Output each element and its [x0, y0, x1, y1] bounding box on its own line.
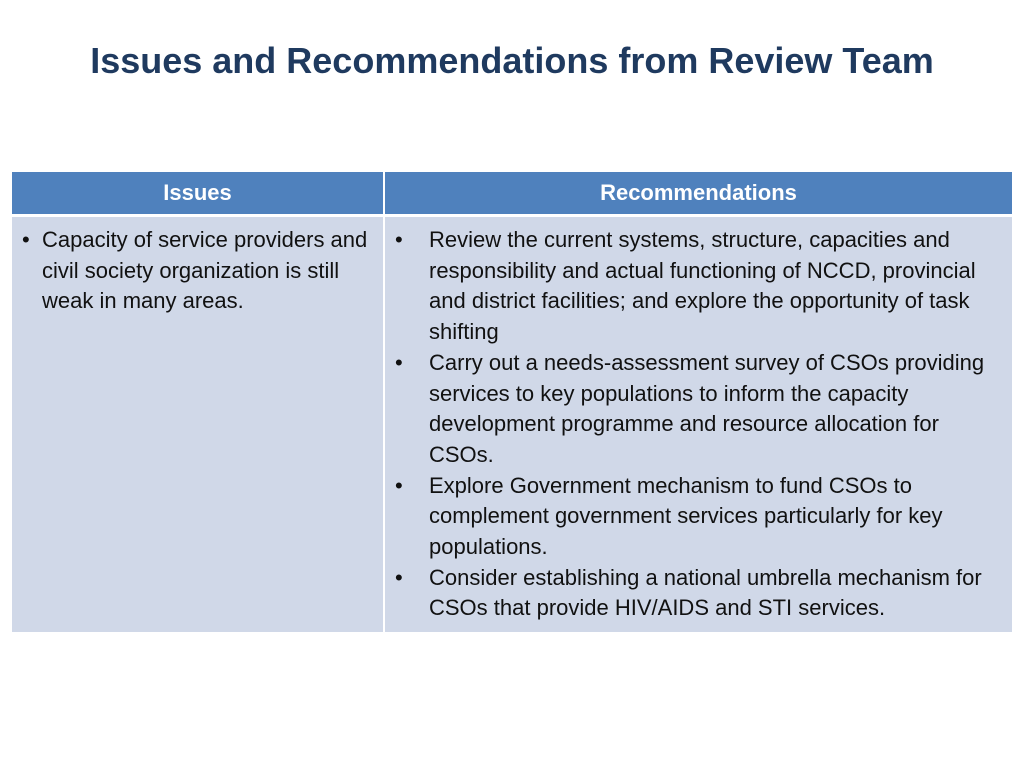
bullet-marker: •: [395, 349, 403, 375]
bullet-marker: •: [395, 472, 403, 498]
bullet-marker: •: [395, 564, 403, 590]
recommendation-item: [395, 348, 1006, 471]
recommendation-text: Review the current systems, structure, capacities and responsibility and actual functioning of NCCD, provincial and district facilities; and explore the opportunity of task shifting: [429, 227, 976, 345]
recommendation-item: [395, 471, 1006, 563]
issues-recommendations-table: [12, 172, 1012, 632]
issue-text: Capacity of service providers and civil society organization is still weak in many areas.: [42, 227, 368, 314]
table-row: [12, 216, 1012, 633]
issues-cell: [12, 216, 384, 633]
bullet-marker: •: [22, 227, 30, 252]
recommendations-cell: [384, 216, 1012, 633]
recommendation-text: Consider establishing a national umbrella mechanism for CSOs that provide HIV/AIDS and STI services.: [429, 564, 982, 621]
recommendation-item: [395, 225, 1006, 348]
table-header-row: [12, 172, 1012, 216]
issues-list: [22, 225, 377, 317]
recommendations-column-header: Recommendations: [384, 172, 1012, 216]
issue-item: [22, 225, 377, 317]
issues-column-header: Issues: [12, 172, 384, 216]
recommendations-list: [395, 225, 1006, 624]
recommendation-text: Carry out a needs-assessment survey of CSOs providing services to key populations to inform the capacity development programme and resource allocation for CSOs.: [429, 349, 985, 467]
slide-title: Issues and Recommendations from Review Team: [90, 40, 934, 81]
bullet-marker: •: [395, 227, 403, 252]
recommendation-item: [395, 563, 1006, 624]
recommendation-text: Explore Government mechanism to fund CSOs to complement government services particularly for key populations.: [429, 472, 943, 560]
